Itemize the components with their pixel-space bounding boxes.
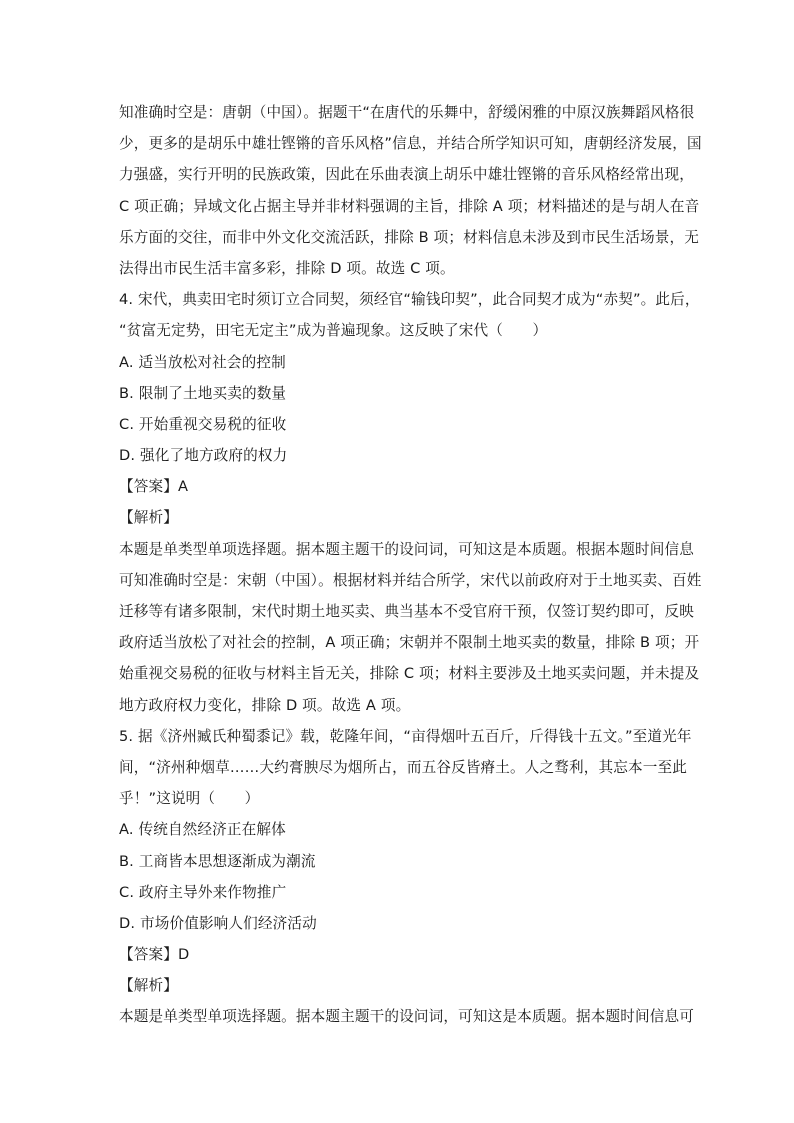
question-4-option-b: B. 限制了土地买卖的数量 bbox=[119, 384, 287, 402]
text-line: 法得出市民生活丰富多彩，排除 D 项。故选 C 项。 bbox=[119, 259, 455, 277]
text-line: 乐方面的交往，而非中外文化交流活跃，排除 B 项；材料信息未涉及到市民生活场景，无 bbox=[119, 228, 700, 246]
question-5-stem: 间，“济州种烟草……大约膏腴尽为烟所占，而五谷反皆瘠土。人之骛利，其忘本一至此 bbox=[119, 758, 687, 776]
question-5-option-b: B. 工商皆本思想逐渐成为潮流 bbox=[119, 852, 316, 870]
question-5-option-d: D. 市场价值影响人们经济活动 bbox=[119, 914, 317, 932]
text-line: 本题是单类型单项选择题。据本题主题干的设问词，可知这是本质题。据本题时间信息可 bbox=[119, 1008, 695, 1026]
text-line: 地方政府权力变化，排除 D 项。故选 A 项。 bbox=[119, 696, 411, 714]
question-5-stem: 乎！”这说明（ ） bbox=[119, 790, 260, 808]
question-4-option-a: A. 适当放松对社会的控制 bbox=[119, 353, 286, 371]
question-4-option-c: C. 开始重视交易税的征收 bbox=[119, 415, 287, 433]
question-4-answer: 【答案】A bbox=[119, 478, 189, 496]
text-line: 知准确时空是：唐朝（中国）。据题干“在唐代的乐舞中，舒缓闲雅的中原汉族舞蹈风格很 bbox=[119, 104, 695, 121]
text-line: 迁移等有诸多限制，宋代时期土地买卖、典当基本不受官府干预，仅签订契约即可，反映 bbox=[119, 603, 695, 620]
question-5-option-c: C. 政府主导外来作物推广 bbox=[119, 883, 287, 901]
question-4-option-d: D. 强化了地方政府的权力 bbox=[119, 447, 288, 465]
page-content bbox=[119, 97, 702, 1033]
text-line: 始重视交易税的征收与材料主旨无关，排除 C 项；材料主要涉及土地买卖问题，并未提及 bbox=[119, 665, 700, 683]
question-5-analysis-heading: 【解析】 bbox=[119, 977, 178, 995]
question-5-answer: 【答案】D bbox=[119, 946, 190, 964]
text-line: 可知准确时空是：宋朝（中国）。根据材料并结合所学，宋代以前政府对于土地买卖、百姓 bbox=[119, 571, 702, 589]
text-line: C 项正确；异域文化占据主导并非材料强调的主旨，排除 A 项；材料描述的是与胡人在音 bbox=[119, 197, 700, 215]
question-4-stem: 4. 宋代，典卖田宅时须订立合同契，须经官“输钱印契”，此合同契才成为“赤契”。此后， bbox=[119, 291, 700, 309]
text-line: 本题是单类型单项选择题。据本题主题干的设问词，可知这是本质题。根据本题时间信息 bbox=[119, 540, 695, 558]
question-5-stem: 5. 据《济州臧氏种蜀黍记》载，乾隆年间，“亩得烟叶五百斤，斤得钱十五文。”至道光年 bbox=[119, 727, 692, 745]
text-line: 少，更多的是胡乐中雄壮铿锵的音乐风格”信息，并结合所学知识可知，唐朝经济发展，国 bbox=[119, 135, 702, 153]
question-5-option-a: A. 传统自然经济正在解体 bbox=[119, 821, 286, 839]
text-line: 力强盛，实行开明的民族政策，因此在乐曲表演上胡乐中雄壮铿锵的音乐风格经常出现， bbox=[119, 166, 695, 184]
text-line: 政府适当放松了对社会的控制，A 项正确；宋朝并不限制土地买卖的数量，排除 B 项；开 bbox=[119, 634, 700, 652]
question-4-stem: “贫富无定势，田宅无定主”成为普遍现象。这反映了宋代（ ） bbox=[119, 322, 548, 340]
question-4-analysis-heading: 【解析】 bbox=[119, 509, 178, 527]
